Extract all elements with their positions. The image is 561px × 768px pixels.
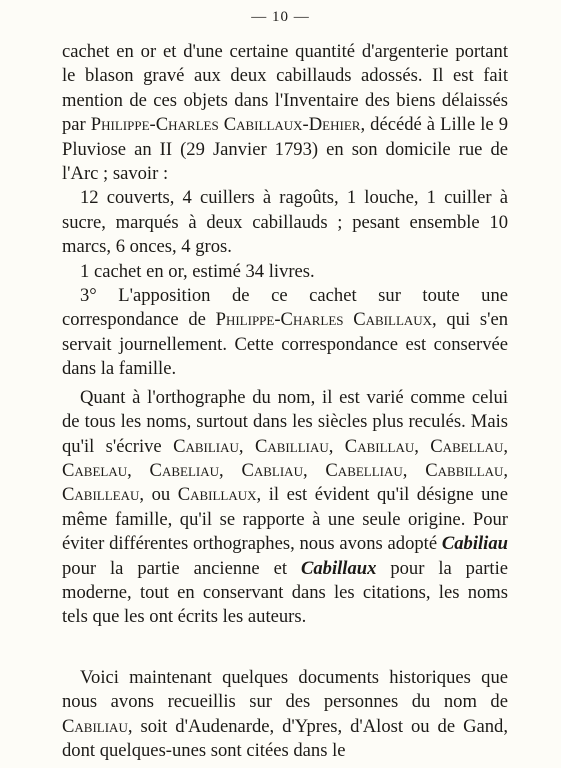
person-name: Cabiliau xyxy=(62,715,128,737)
text-run: , soit d'Audenarde, d'Ypres, d'Alost ou de Gand, dont quelques-unes sont citées dans le xyxy=(62,715,508,761)
adopted-spelling-ancient: Cabiliau xyxy=(441,533,508,555)
text-run: , décédé à Lille le 9 Pluviose an II (29 Janvier 1793) en son domicile rue de l'Arc ; savoir : xyxy=(62,114,509,185)
text-run: cachet en or et d'une certaine quantité d'argenterie portant le blason gravé aux deux cabillauds adossés. Il est fait mention de ces objets dans l'Inventaire des biens délaissés par xyxy=(62,41,508,136)
paragraph-seal: 1 cachet en or, estimé 34 livres. xyxy=(80,260,315,282)
text-run: , qui s'en servait journellement. Cette correspondance est conservée dans la famille. xyxy=(62,309,508,380)
text-run: , il est évident qu'il désigne une même famille, qu'il se rapporte à une seule origine. Pour éviter différentes orthographes, nous avons adopté xyxy=(62,484,508,555)
person-name: Philippe-Charles Cabillaux xyxy=(215,309,433,331)
text-run: pour la partie moderne, tout en conservant dans les citations, les noms tels que les ont écrits les auteurs. xyxy=(62,557,508,628)
adopted-spelling-modern: Cabillaux xyxy=(300,557,377,579)
text-run: pour la partie ancienne et xyxy=(62,557,301,579)
text-run: 3° L'apposition de ce cachet sur toute une correspondance de xyxy=(62,285,508,331)
paragraph-correspondence xyxy=(62,284,508,382)
page-number: — 10 — xyxy=(251,9,310,25)
paragraph-documents xyxy=(62,666,508,764)
paragraph-orthography xyxy=(62,386,508,630)
text-run: Voici maintenant quelques documents historiques que nous avons recueillis sur des personnes du nom de xyxy=(62,666,508,713)
text-run: Quant à l'orthographe du nom, il est varié comme celui de tous les noms, surtout dans les siècles plus reculés. Mais qu'il s'écrive xyxy=(62,386,508,457)
paragraph-silverware: 12 couverts, 4 cuillers à ragoûts, 1 louche, 1 cuiller à sucre, marqués à deux cabillauds ; pesant ensemble 10 marcs, 6 onces, 4 gros. xyxy=(62,187,508,258)
paragraph-inventory xyxy=(62,40,508,186)
person-name: Philippe-Charles Cabillaux-Dehier xyxy=(90,114,361,136)
name-variants: Cabiliau, Cabilliau, Cabillau, Cabellau, Cabelau, Cabeliau, Cabliau, Cabelliau, Cabbillau, Cabilleau xyxy=(62,435,508,506)
body-text xyxy=(62,40,508,763)
name-variant: Cabillaux xyxy=(177,484,257,506)
text-run: , ou xyxy=(139,484,178,506)
